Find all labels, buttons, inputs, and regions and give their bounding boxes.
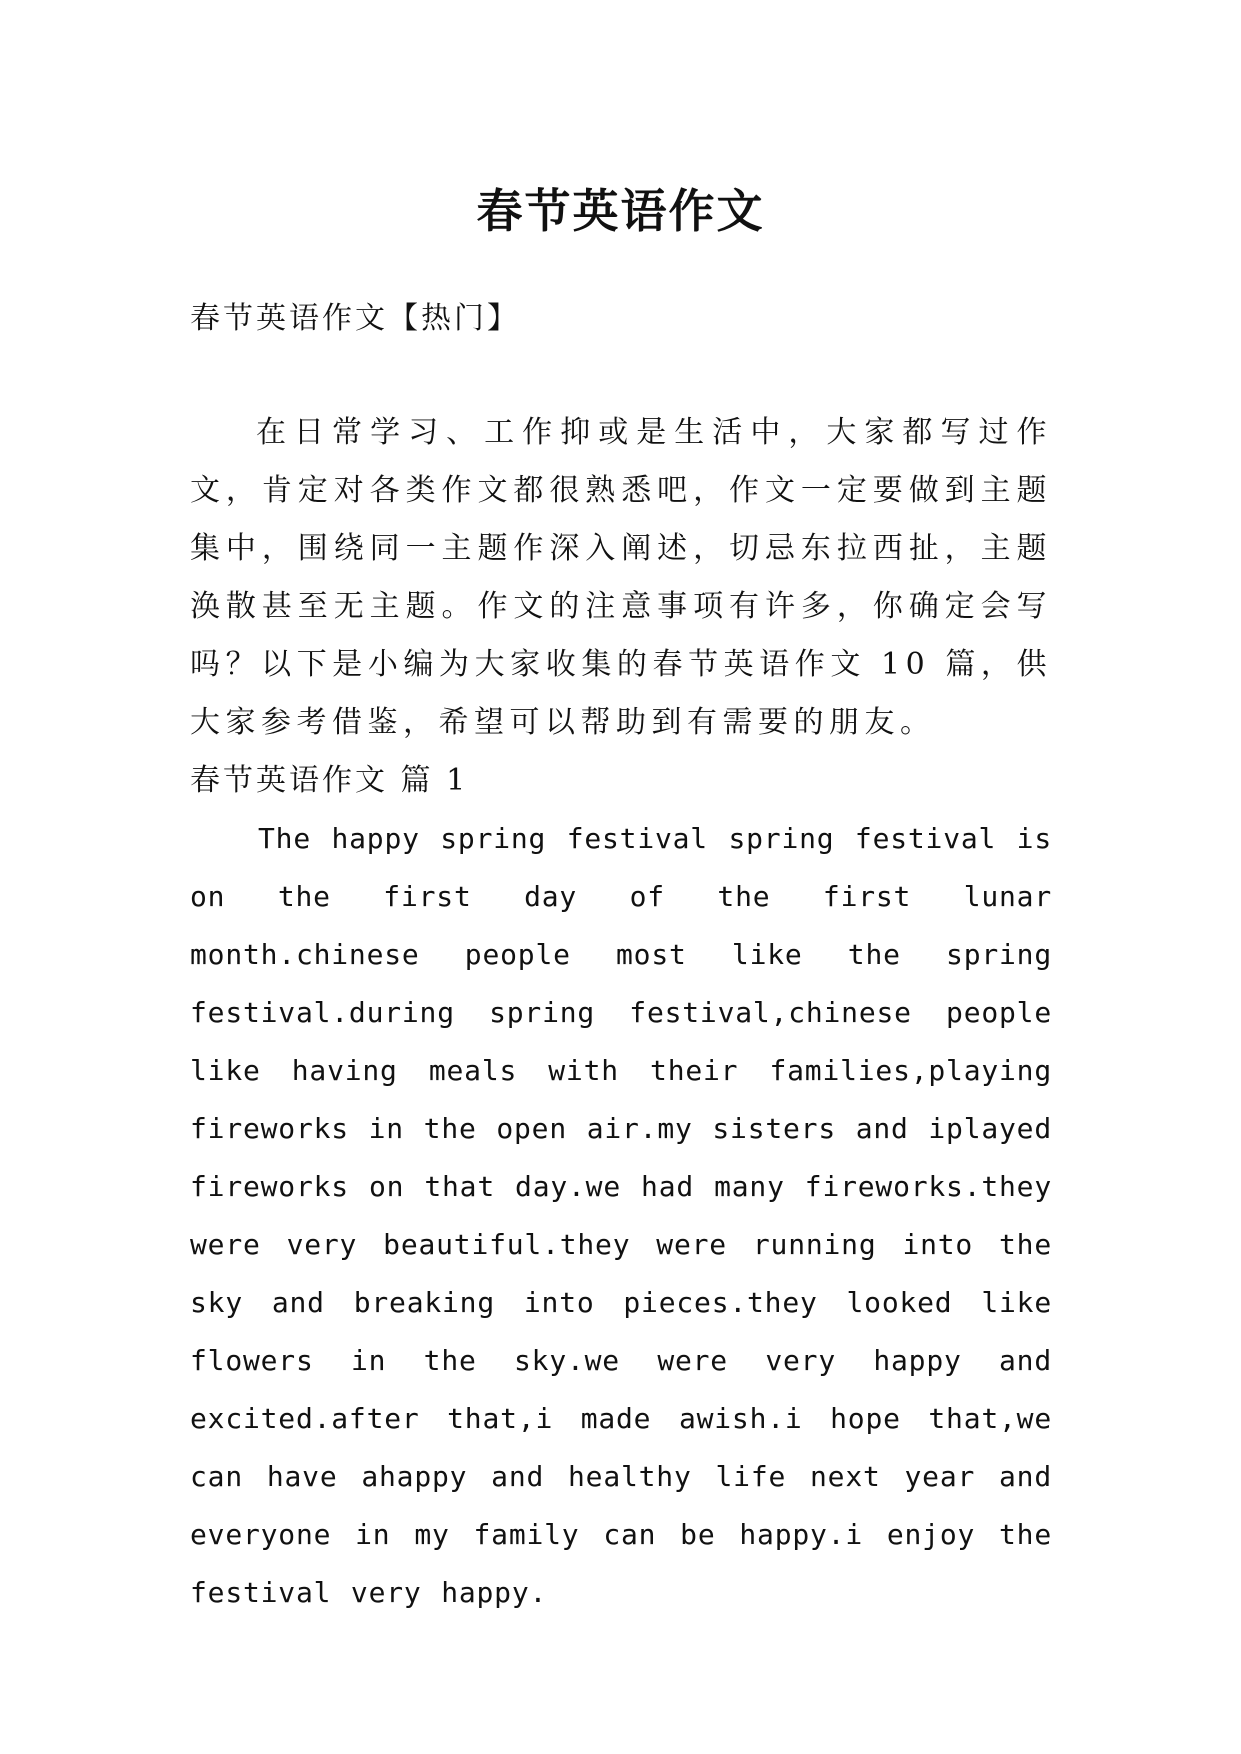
document-body [190, 290, 1052, 1622]
document-subtitle: 春节英语作文【热门】 [190, 301, 520, 336]
essay-paragraph: The happy spring festival spring festival is on the first day of the first lunar month.chinese people most like the spring festival.during spring festival,chinese people like having meals with their families,playing fireworks in the open air.my sisters and iplayed fireworks on that day.we had many fireworks.they were very beautiful.they were running into the sky and breaking into pieces.they looked like flowers in the sky.we were very happy and excited.after that,i made awish.i hope that,we can have ahappy and healthy life next year and everyone in my family can be happy.i enjoy the festival very happy. [190, 822, 1052, 1609]
intro-paragraph: 在日常学习、工作抑或是生活中，大家都写过作文，肯定对各类作文都很熟悉吧，作文一定要做到主题集中，围绕同一主题作深入阐述，切忌东拉西扯，主题涣散甚至无主题。作文的注意事项有许多，你确定会写吗？以下是小编为大家收集的春节英语作文 10 篇，供大家参考借鉴，希望可以帮助到有需要的朋友。 [190, 415, 1052, 740]
page-title: 春节英语作文 [476, 183, 765, 238]
section-heading: 春节英语作文 篇 1 [190, 763, 469, 798]
